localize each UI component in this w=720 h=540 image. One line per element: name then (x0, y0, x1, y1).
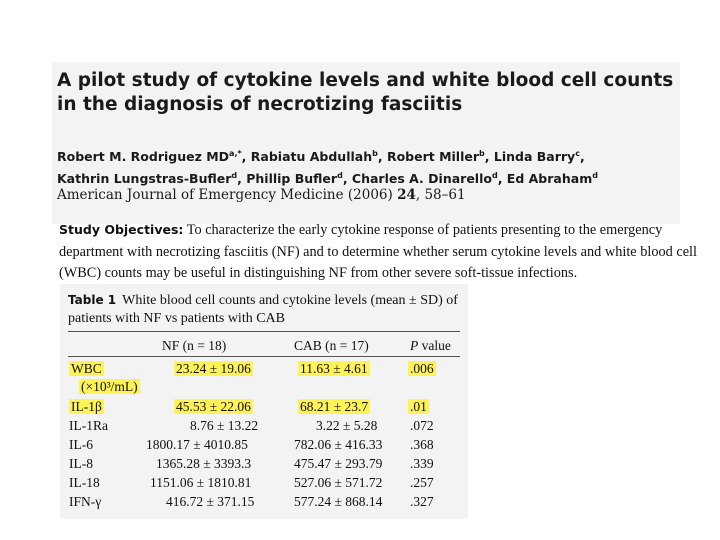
author: Ed Abraham (506, 170, 593, 186)
table-cell-p: .368 (410, 437, 434, 452)
author-affiliation: b (372, 149, 378, 158)
table-row-name: IL-1β (71, 399, 102, 414)
objectives-text: To characterize the early cytokine response of patients presenting to the emergency department with necrotizing fasciitis (NF) and to determine whether serum cytokine levels and white blood cell (WBC) counts may be useful in distinguishing NF from other severe soft-tissue infections. (59, 222, 698, 281)
title-line-2: in the diagnosis of necrotizing fasciitis (57, 94, 463, 115)
table-cell-nf: 1151.06 ± 1810.81 (150, 475, 252, 490)
author: Robert Miller (386, 149, 480, 165)
table-caption (68, 291, 464, 328)
author-affiliation: c (575, 149, 580, 158)
table-row-name: IL-6 (69, 437, 93, 452)
table-cell-nf: 45.53 ± 22.06 (176, 399, 251, 414)
author: Robert M. Rodriguez MD (57, 149, 230, 165)
table-row-name: IL-8 (69, 456, 93, 471)
journal-pages: , 58–61 (415, 187, 466, 203)
paper-title (57, 69, 697, 117)
author-affiliation: d (337, 170, 343, 180)
title-line-1: A pilot study of cytokine levels and white blood cell counts (57, 70, 674, 91)
table-cell-cab: 782.06 ± 416.33 (294, 437, 383, 452)
author-affiliation: d (231, 170, 238, 180)
table-cell-nf: 1365.28 ± 3393.3 (156, 456, 252, 471)
table-cell-p: .339 (410, 456, 434, 471)
table-cell-p: .327 (410, 494, 434, 509)
table-row-name: IL-18 (69, 475, 100, 490)
author-affiliation: d (592, 170, 598, 180)
header-cab: CAB (n = 17) (294, 338, 369, 353)
table-caption-text: White blood cell counts and cytokine levels (mean ± SD) of patients with NF vs patients with CAB (68, 293, 458, 326)
author-affiliation: b (479, 149, 485, 158)
author-list: Robert M. Rodriguez $MD^{a,*}$, Rabiatu Abdullah$^b$, Robert Miller$^b$, Linda Barry$^c$, Kathrin Lungstras-Bufler$^d$, Phillip Bufler$^d$, Charles A. Dinarello$^d$, Ed Abraham$^d$ (57, 149, 598, 186)
table-cell-cab: 3.22 ± 5.28 (316, 418, 378, 433)
journal-volume: 24 (397, 187, 416, 203)
table-row-name: WBC (71, 361, 102, 376)
table-cell-nf: 8.76 ± 13.22 (190, 418, 259, 433)
table-cell-cab: 527.06 ± 571.72 (294, 475, 383, 490)
table-cell-nf: 416.72 ± 371.15 (166, 494, 255, 509)
table-cell-p: .01 (410, 399, 427, 414)
author: Phillip Bufler (246, 170, 338, 186)
table-cell-cab: 11.63 ± 4.61 (300, 361, 368, 376)
table-cell-cab: 68.21 ± 23.7 (300, 399, 369, 414)
table-cell-p: .006 (410, 361, 434, 376)
table-top-rule (68, 331, 460, 332)
author-affiliation: d (491, 170, 498, 180)
author: Rabiatu Abdullah (250, 149, 373, 165)
author: Kathrin Lungstras-Bufler (57, 170, 232, 186)
header-p-value: P value (410, 338, 451, 353)
table-cell-p: .072 (410, 418, 434, 433)
header-nf: NF (n = 18) (162, 338, 227, 353)
journal-name: American Journal of Emergency Medicine (2006) (57, 187, 398, 203)
author-affiliation: a,* (229, 149, 242, 158)
table-cell-cab: 577.24 ± 868.14 (294, 494, 383, 509)
table-cell-nf: 23.24 ± 19.06 (176, 361, 251, 376)
journal-citation (57, 187, 466, 203)
author: Charles A. Dinarello (351, 170, 492, 186)
table-header-rule (68, 356, 460, 357)
table-row-name: IL-1Ra (69, 418, 108, 433)
table-cell-nf: 1800.17 ± 4010.85 (146, 437, 248, 452)
table-cell-cab: 475.47 ± 293.79 (294, 456, 383, 471)
table-label: Table 1 (68, 293, 117, 307)
table-row-name: IFN-γ (69, 494, 102, 509)
table-row-unit: (×10³/mL) (81, 379, 138, 394)
author: Linda Barry (493, 149, 576, 165)
objectives-label: Study Objectives: (59, 222, 184, 237)
study-objectives (59, 219, 699, 285)
table-cell-p: .257 (410, 475, 434, 490)
